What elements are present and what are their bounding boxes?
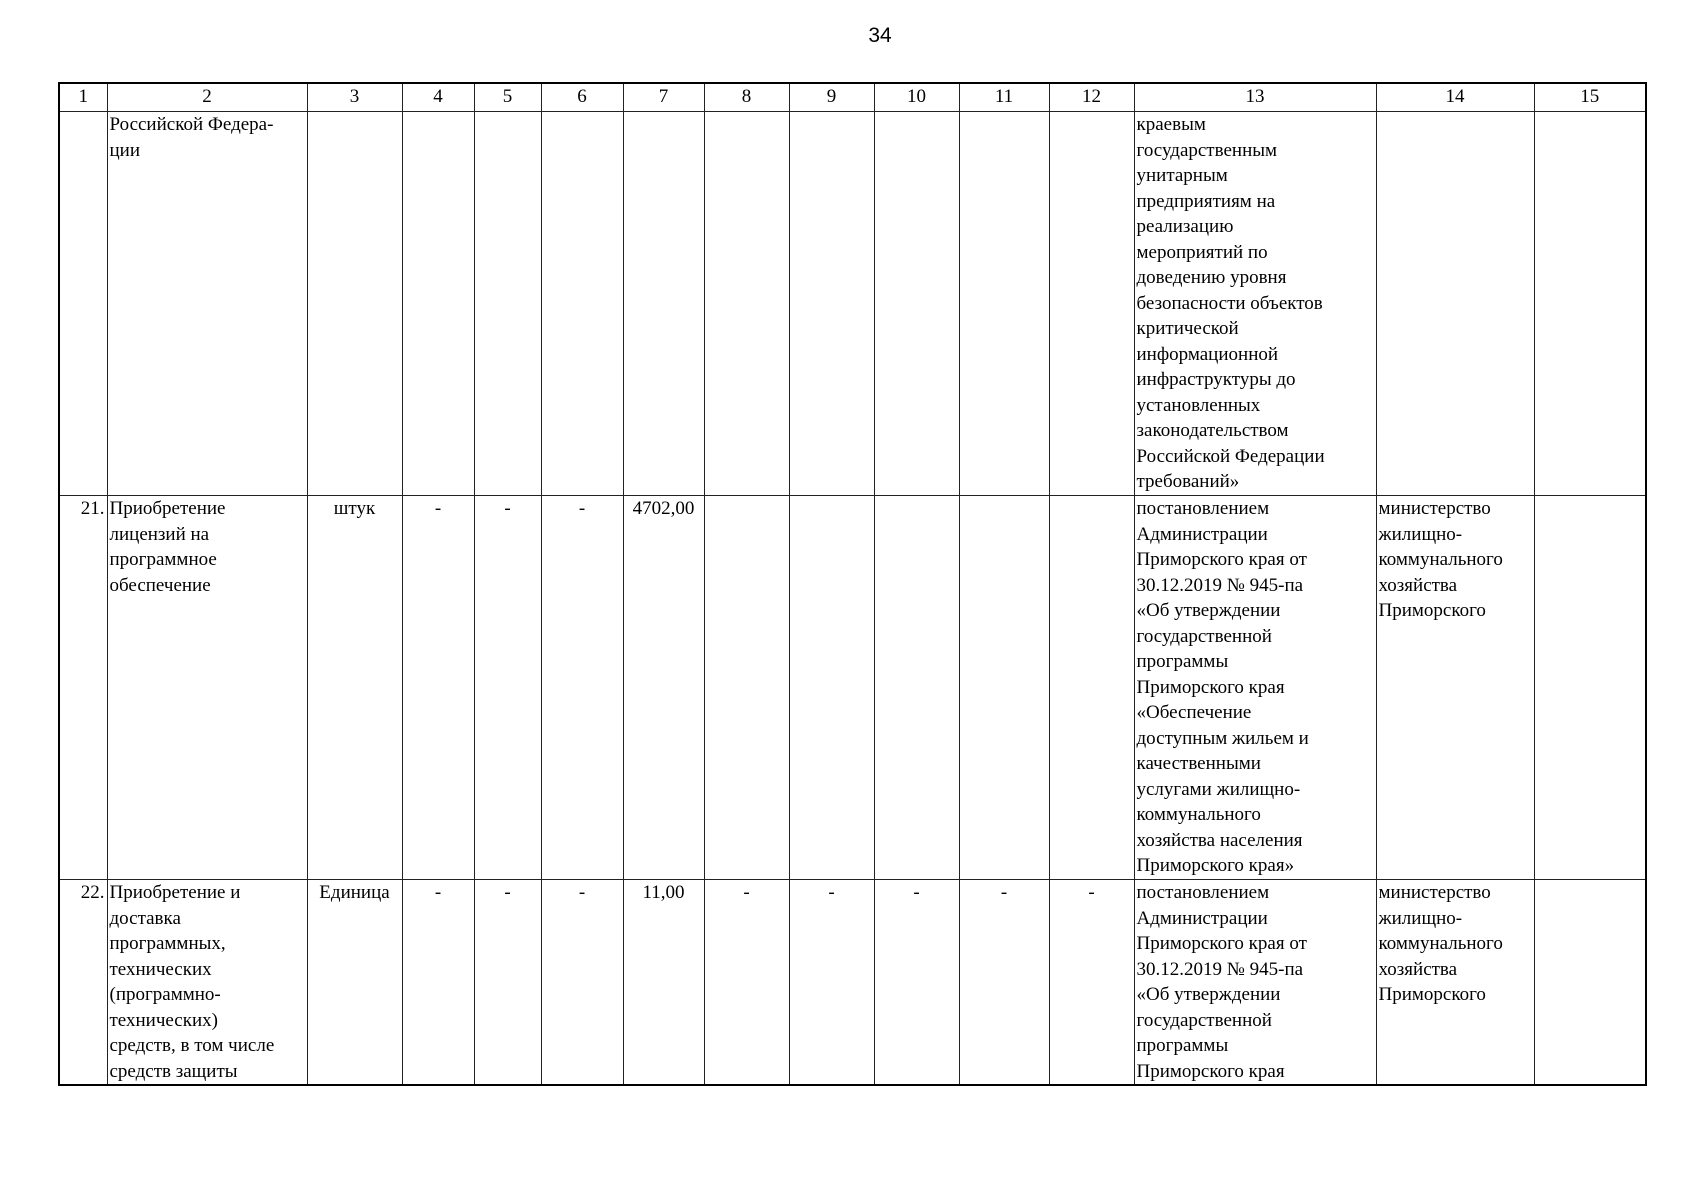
- value-col-12: [1049, 496, 1134, 880]
- value-col-8: -: [704, 880, 789, 1086]
- value-col-8: [704, 496, 789, 880]
- legal-basis: постановлением Администрации Приморского края от 30.12.2019 № 945-па «Об утверждении государственной программы Приморского края «Обеспечение доступным жильем и качественными услугами жилищно- коммунального хозяйства населения Приморского края»: [1134, 496, 1376, 880]
- column-header-4: 4: [402, 83, 474, 112]
- column-number-header-row: [59, 83, 1646, 112]
- value-col-11: [959, 112, 1049, 496]
- legal-basis: краевым государственным унитарным предприятиям на реализацию мероприятий по доведению уровня безопасности объектов критической информационной инфраструктуры до установленных законодательством Российской Федерации требований»: [1134, 112, 1376, 496]
- responsible-body: [1376, 112, 1534, 496]
- measure-name: Приобретение лицензий на программное обеспечение: [107, 496, 307, 880]
- column-header-6: 6: [541, 83, 623, 112]
- value-col-10: -: [874, 880, 959, 1086]
- value-col-12: -: [1049, 880, 1134, 1086]
- value-col-4: -: [402, 880, 474, 1086]
- page-number: 34: [868, 24, 892, 47]
- value-col-8: [704, 112, 789, 496]
- value-col-10: [874, 112, 959, 496]
- column-header-5: 5: [474, 83, 541, 112]
- value-col-10: [874, 496, 959, 880]
- value-col-6: -: [541, 496, 623, 880]
- column-header-13: 13: [1134, 83, 1376, 112]
- notes: [1534, 496, 1646, 880]
- value-col-9: -: [789, 880, 874, 1086]
- column-header-12: 12: [1049, 83, 1134, 112]
- column-header-7: 7: [623, 83, 704, 112]
- column-header-15: 15: [1534, 83, 1646, 112]
- value-col-11: [959, 496, 1049, 880]
- column-header-10: 10: [874, 83, 959, 112]
- measure-name: Приобретение и доставка программных, технических (программно- технических) средств, в том числе средств защиты: [107, 880, 307, 1086]
- responsible-body: министерство жилищно- коммунального хозяйства Приморского: [1376, 880, 1534, 1086]
- column-header-2: 2: [107, 83, 307, 112]
- value-col-6: -: [541, 880, 623, 1086]
- responsible-body: министерство жилищно- коммунального хозяйства Приморского: [1376, 496, 1534, 880]
- value-col-5: [474, 112, 541, 496]
- column-header-3: 3: [307, 83, 402, 112]
- row-number: 22.: [59, 880, 107, 1086]
- column-header-9: 9: [789, 83, 874, 112]
- value-col-9: [789, 112, 874, 496]
- value-col-7: [623, 112, 704, 496]
- column-header-8: 8: [704, 83, 789, 112]
- unit-of-measure: [307, 112, 402, 496]
- column-header-11: 11: [959, 83, 1049, 112]
- value-col-7: 11,00: [623, 880, 704, 1086]
- table-row: [59, 496, 1646, 880]
- unit-of-measure: штук: [307, 496, 402, 880]
- unit-of-measure: Единица: [307, 880, 402, 1086]
- measure-name: Российской Федера- ции: [107, 112, 307, 496]
- legal-basis: постановлением Администрации Приморского края от 30.12.2019 № 945-па «Об утверждении государственной программы Приморского края: [1134, 880, 1376, 1086]
- row-number: 21.: [59, 496, 107, 880]
- value-col-5: -: [474, 496, 541, 880]
- value-col-11: -: [959, 880, 1049, 1086]
- notes: [1534, 880, 1646, 1086]
- value-col-9: [789, 496, 874, 880]
- value-col-7: 4702,00: [623, 496, 704, 880]
- table-row: [59, 880, 1646, 1086]
- column-header-14: 14: [1376, 83, 1534, 112]
- row-number: [59, 112, 107, 496]
- value-col-4: [402, 112, 474, 496]
- value-col-4: -: [402, 496, 474, 880]
- program-measures-table: [58, 82, 1647, 1086]
- value-col-12: [1049, 112, 1134, 496]
- value-col-5: -: [474, 880, 541, 1086]
- value-col-6: [541, 112, 623, 496]
- notes: [1534, 112, 1646, 496]
- table-row: [59, 112, 1646, 496]
- column-header-1: 1: [59, 83, 107, 112]
